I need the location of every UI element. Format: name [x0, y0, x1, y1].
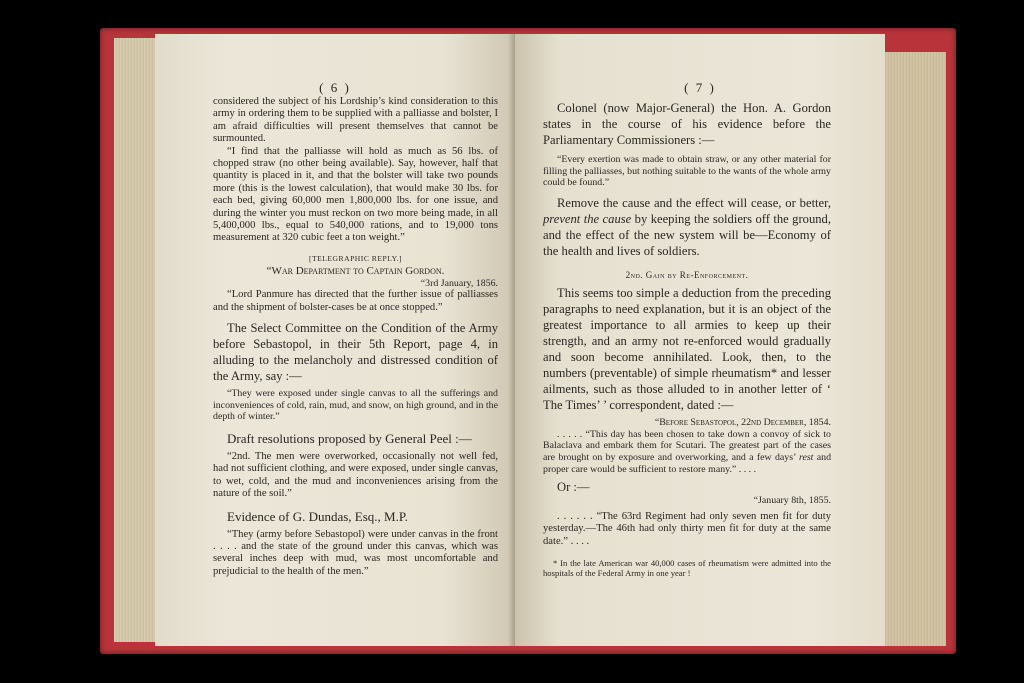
paragraph: This seems too simple a deduction from the preceding paragraphs to need explanation, but it is an object of the greatest importance to all armies to keep up their strength, and an army not re-enforced would gradually and soon become annihilated. Look, then, to the numbers (preventable) of simple rheumatism* and lesser ailments, such as those alluded to in another letter of ‘ The Times’ ’ correspondent, dated :— — [543, 286, 831, 413]
page-number: ( 7 ) — [684, 80, 716, 95]
telegram-date: “3rd January, 1856. — [420, 277, 498, 289]
draft-heading: Draft resolutions proposed by General Peel :— — [227, 430, 472, 446]
dateline: “January 8th, 1855. — [753, 495, 831, 507]
draft-quote: “2nd. The men were overworked, occasionally not well fed, had not sufficient clothing, and were exposed, under single canvas, to wet, cold, and the mud and inconveniences arising from the nature of the soil.” — [213, 450, 498, 500]
evidence-quote: “They (army before Sebastopol) were under canvas in the front . . . . and the state of the ground under this canvas, which was several inches deep with mud, was most uncomfortable and prejudicial to the health of the men.” — [213, 528, 498, 577]
telegram-body: “Lord Panmure has directed that the further issue of palliasses and the shipment of bolster-cases be at once stopped.” — [213, 289, 498, 313]
telegraphic-label: [TELEGRAPHIC REPLY.] — [308, 253, 403, 263]
left-page-edges — [114, 38, 160, 642]
committee-quote: “They were exposed under single canvas to all the sufferings and inconveniences of cold, rain, mud, and snow, on high ground, and in the depth of winter.” — [213, 388, 498, 423]
left-page — [155, 34, 515, 646]
evidence-heading: Evidence of G. Dundas, Esq., M.P. — [227, 508, 408, 524]
footnote: * In the late American war 40,000 cases of rheumatism were admitted into the hospitals of the Federal Army in one year ! — [543, 557, 831, 578]
quote: . . . . . . “The 63rd Regiment had only seven men fit for duty yesterday.—The 46th had only thirty men fit for duty at the same date.” . . . . — [543, 510, 831, 547]
section-heading: 2nd. Gain by Re-Enforcement. — [625, 269, 749, 280]
dateline: “Before Sebastopol, 22nd December, 1854. — [654, 417, 831, 429]
quote: “Every exertion was made to obtain straw, or any other material for filling the palliasses, but nothing suitable to the wants of the whole army could be found.” — [543, 154, 831, 189]
quote: . . . . . “This day has been chosen to take down a convoy of sick to Balaclava and embark them for Scutari. The greatest part of the cases are brought on by exposure and overworking, and a few days’ rest and proper care would be sufficient to restore many.” . . . . — [543, 428, 832, 475]
select-committee-paragraph: The Select Committee on the Condition of the Army before Sebastopol, in their 5th Report, page 4, in alluding to the melancholy and distressed condition of the Army, say :— — [213, 321, 498, 384]
right-page — [515, 34, 885, 646]
quote: “I find that the palliasse will hold as much as 56 lbs. of chopped straw (no other being available). Say, however, half that quantity is placed in it, and that the bolster will take two pounds more (this is the lowest calculation), that would make 30 lbs. for each bed, giving 60,000 men 1,800,000 lbs. for one issue, and during the winter you must reckon on two more being made, in all 5,400,000 lbs., equal to 540,000 rations, and to 19,000 tons measurement at 320 cubic feet a ton weight.” — [213, 145, 498, 244]
paragraph: considered the subject of his Lordship’s kind consideration to this army in ordering them to be supplied with a palliasse and bolster, I am afraid difficulties will present themselves that cannot be surmounted. — [213, 96, 498, 145]
paragraph: Colonel (now Major-General) the Hon. A. Gordon states in the course of his evidence before the Parliamentary Commissioners :— — [543, 101, 831, 147]
remove-cause-paragraph: Remove the cause and the effect will cease, or better, prevent the cause by keeping the soldiers off the ground, and the effect of the new system will be—Economy of the health and lives of soldiers. — [543, 195, 831, 258]
right-page-edges — [880, 52, 946, 646]
page-number: ( 6 ) — [319, 80, 351, 95]
or-label: Or :— — [557, 480, 590, 495]
telegram-heading: “War Department to Captain Gordon. — [266, 265, 445, 278]
